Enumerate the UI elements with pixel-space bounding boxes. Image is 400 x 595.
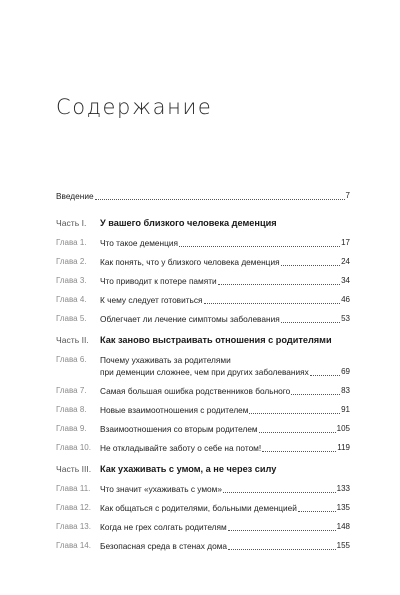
page-number: 24 — [341, 257, 350, 266]
toc-entry-chapter-11[interactable] — [56, 483, 350, 495]
toc-entry-chapter-1[interactable] — [56, 237, 350, 249]
dot-leader — [95, 199, 345, 200]
dot-leader — [223, 492, 336, 493]
part-3 — [56, 464, 350, 552]
toc-entry-chapter-8[interactable] — [56, 404, 350, 416]
chapter-number: Глава 6. — [56, 355, 87, 364]
part-title: Как ухаживать с умом, а не через силу — [100, 464, 277, 474]
chapter-title-line-1: Почему ухаживать за родителями — [100, 355, 231, 365]
part-2 — [56, 335, 350, 454]
toc-entry-chapter-9[interactable] — [56, 423, 350, 435]
dot-leader — [259, 432, 336, 433]
dot-leader — [179, 246, 340, 247]
chapter-title-line-2: при деменции сложнее, чем при других заболеваниях — [100, 367, 309, 377]
page-number: 135 — [336, 503, 350, 512]
dot-leader — [218, 284, 340, 285]
chapter-number: Глава 1. — [56, 238, 87, 247]
toc-entry-chapter-6[interactable] — [56, 354, 350, 378]
page-number: 69 — [341, 367, 350, 376]
toc-entry-chapter-4[interactable] — [56, 294, 350, 306]
chapter-number: Глава 3. — [56, 276, 87, 285]
chapter-title: Как общаться с родителями, больными деменцией — [100, 503, 297, 513]
chapter-number: Глава 7. — [56, 386, 87, 395]
chapter-number: Глава 13. — [56, 522, 91, 531]
chapter-title: Как понять, что у близкого человека деменция — [100, 257, 280, 267]
chapter-title: Не откладывайте заботу о себе на потом! — [100, 443, 262, 453]
dot-leader — [262, 451, 336, 452]
chapter-title: К чему следует готовиться — [100, 295, 203, 305]
dot-leader — [281, 265, 341, 266]
toc-entry-chapter-10[interactable] — [56, 442, 350, 454]
page-number: 7 — [345, 191, 350, 200]
page-number: 133 — [336, 484, 350, 493]
part-heading[interactable] — [56, 464, 350, 474]
toc-entry-chapter-5[interactable] — [56, 313, 350, 325]
part-number: Часть I. — [56, 218, 87, 228]
table-of-contents — [56, 190, 350, 562]
toc-entry-chapter-2[interactable] — [56, 256, 350, 268]
chapter-number: Глава 14. — [56, 541, 91, 550]
page-number: 155 — [336, 541, 350, 550]
dot-leader — [204, 303, 341, 304]
part-title: Как заново выстраивать отношения с родителями — [100, 335, 332, 345]
page-number: 34 — [341, 276, 350, 285]
toc-entry-chapter-14[interactable] — [56, 540, 350, 552]
chapter-number: Глава 11. — [56, 484, 91, 493]
chapter-number: Глава 4. — [56, 295, 87, 304]
dot-leader — [291, 394, 340, 395]
page-number: 91 — [341, 405, 350, 414]
chapter-number: Глава 12. — [56, 503, 91, 512]
part-number: Часть II. — [56, 335, 89, 345]
chapter-title: Что такое деменция — [100, 238, 178, 248]
part-number: Часть III. — [56, 464, 92, 474]
dot-leader — [298, 511, 336, 512]
toc-entry-chapter-7[interactable] — [56, 385, 350, 397]
dot-leader — [310, 375, 340, 376]
chapter-number: Глава 9. — [56, 424, 87, 433]
part-heading[interactable] — [56, 335, 350, 345]
page-number: 17 — [341, 238, 350, 247]
chapter-number: Глава 8. — [56, 405, 87, 414]
chapter-number: Глава 2. — [56, 257, 87, 266]
chapter-title: Облегчает ли лечение симптомы заболевания — [100, 314, 280, 324]
dot-leader — [228, 549, 336, 550]
chapter-title: Когда не грех солгать родителям — [100, 522, 227, 532]
dot-leader — [281, 322, 340, 323]
chapter-number: Глава 10. — [56, 443, 91, 452]
part-title: У вашего близкого человека деменция — [100, 218, 277, 228]
page-number: 53 — [341, 314, 350, 323]
page-number: 105 — [336, 424, 350, 433]
dot-leader — [249, 413, 340, 414]
page-number: 46 — [341, 295, 350, 304]
chapter-title: Самая большая ошибка родственников больного — [100, 386, 291, 396]
page-number: 83 — [341, 386, 350, 395]
chapter-title: Новые взаимоотношения с родителем — [100, 405, 249, 415]
dot-leader — [228, 530, 336, 531]
toc-entry-intro[interactable] — [56, 190, 350, 202]
toc-entry-chapter-12[interactable] — [56, 502, 350, 514]
page-title: Содержание — [56, 95, 213, 119]
page-number: 119 — [337, 443, 350, 452]
intro-title: Введение — [56, 191, 94, 201]
chapter-number: Глава 5. — [56, 314, 87, 323]
chapter-title: Что значит «ухаживать с умом» — [100, 484, 222, 494]
toc-entry-chapter-13[interactable] — [56, 521, 350, 533]
part-1 — [56, 218, 350, 325]
page-number: 148 — [336, 522, 350, 531]
chapter-title: Взаимоотношения со вторым родителем — [100, 424, 258, 434]
chapter-title: Безопасная среда в стенах дома — [100, 541, 228, 551]
toc-entry-chapter-3[interactable] — [56, 275, 350, 287]
part-heading[interactable] — [56, 218, 350, 228]
chapter-title: Что приводит к потере памяти — [100, 276, 217, 286]
